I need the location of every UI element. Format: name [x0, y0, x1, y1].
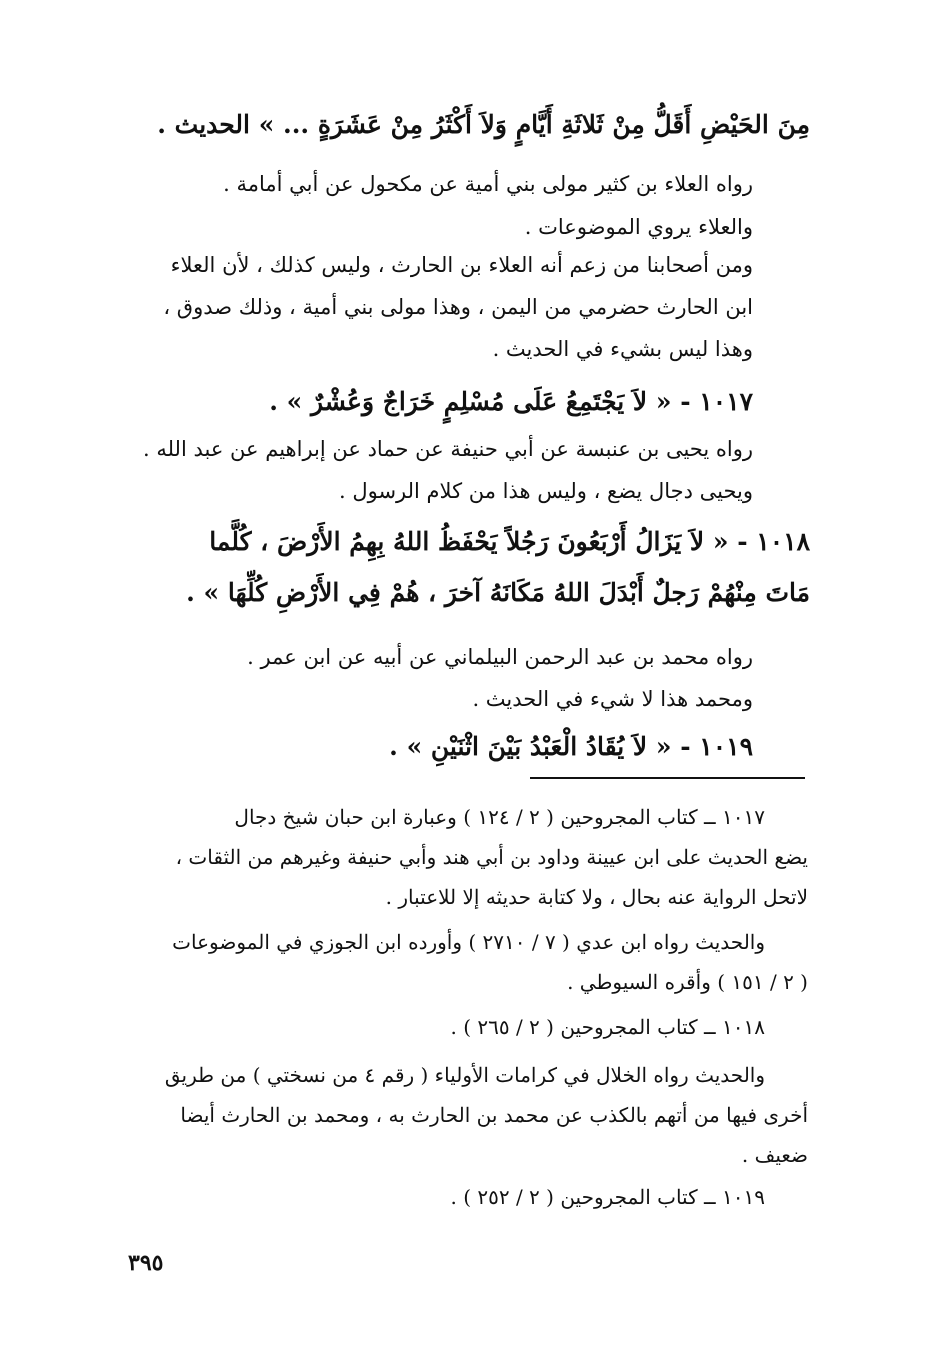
- hadith-1018-continuation-line: مَاتَ مِنْهُمْ رَجلٌ أَبْدَلَ اللهُ مَكَانَهُ آخرَ ، هُمْ فِي الأَرْضِ كُلِّهَا » .: [186, 578, 810, 607]
- commentary-line: ومن أصحابنا من زعم أنه العلاء بن الحارث ، وليس كذلك ، لأن العلاء: [170, 253, 753, 277]
- commentary-line: وهذا ليس بشيء في الحديث .: [492, 337, 753, 361]
- commentary-line: ابن الحارث حضرمي من اليمن ، وهذا مولى بني أمية ، وذلك صدوق ،: [163, 295, 753, 319]
- footnote-line: والحديث رواه الخلال في كرامات الأولياء ( رقم ٤ من نسختي ) من طريق: [164, 1063, 765, 1087]
- commentary-line: ويحيى دجال يضع ، وليس هذا من كلام الرسول .: [338, 479, 753, 503]
- hadith-1019-line: ١٠١٩ - « لاَ يُقَادُ الْعَبْدُ بَيْنَ اثْنَيْنِ » .: [389, 732, 753, 761]
- footnote-line: ضعيف .: [741, 1143, 808, 1167]
- footnote-line: ( ٢ / ١٥١ ) وأقره السيوطي .: [567, 970, 808, 994]
- footnote-1018-line: ١٠١٨ ــ كتاب المجروحين ( ٢ / ٢٦٥ ) .: [450, 1015, 765, 1039]
- commentary-line: ومحمد هذا لا شيء في الحديث .: [472, 687, 753, 711]
- footnote-1019-line: ١٠١٩ ــ كتاب المجروحين ( ٢ / ٢٥٢ ) .: [450, 1185, 765, 1209]
- commentary-line: والعلاء يروي الموضوعات .: [524, 215, 753, 239]
- footnote-line: والحديث رواه ابن عدي ( ٧ / ٢٧١٠ ) وأورده ابن الجوزي في الموضوعات: [172, 930, 765, 954]
- footnote-line: يضع الحديث على ابن عيينة وداود بن أبي هند وأبي حنيفة وغيرهم من الثقات ،: [175, 845, 808, 869]
- hadith-continuation-line: مِنَ الحَيْضِ أَقَلُّ مِنْ ثَلاثَةِ أَيَّامٍ وَلاَ أَكْثَرُ مِنْ عَشَرَةٍ ... » الحديث .: [157, 110, 810, 139]
- footnote-line: أخرى فيها من أتهم بالكذب عن محمد بن الحارث به ، ومحمد بن الحارث أيضا: [180, 1103, 808, 1127]
- narration-line: رواه يحيى بن عنبسة عن أبي حنيفة عن حماد عن إبراهيم عن عبد الله .: [143, 437, 753, 461]
- footnote-separator: [530, 777, 805, 779]
- hadith-1017-line: ١٠١٧ - « لاَ يَجْتَمِعُ عَلَى مُسْلِمٍ خَرَاجٌ وَعُشْرٌ » .: [269, 387, 753, 416]
- narration-line: رواه محمد بن عبد الرحمن البيلماني عن أبيه عن ابن عمر .: [247, 645, 753, 669]
- page-number: ٣٩٥: [128, 1250, 164, 1276]
- hadith-1018-line: ١٠١٨ - « لاَ يَزَالُ أَرْبَعُونَ رَجُلاً يَحْفَظُ اللهُ بِهِمُ الأَرْضَ ، كُلَّما: [209, 527, 810, 556]
- footnote-1017-line: ١٠١٧ ــ كتاب المجروحين ( ٢ / ١٢٤ ) وعبارة ابن حبان شيخ دجال: [234, 805, 765, 829]
- narration-line: رواه العلاء بن كثير مولى بني أمية عن مكحول عن أبي أمامة .: [223, 172, 753, 196]
- footnote-line: لاتحل الرواية عنه بحال ، ولا كتابة حديثه إلا للاعتبار .: [385, 885, 808, 909]
